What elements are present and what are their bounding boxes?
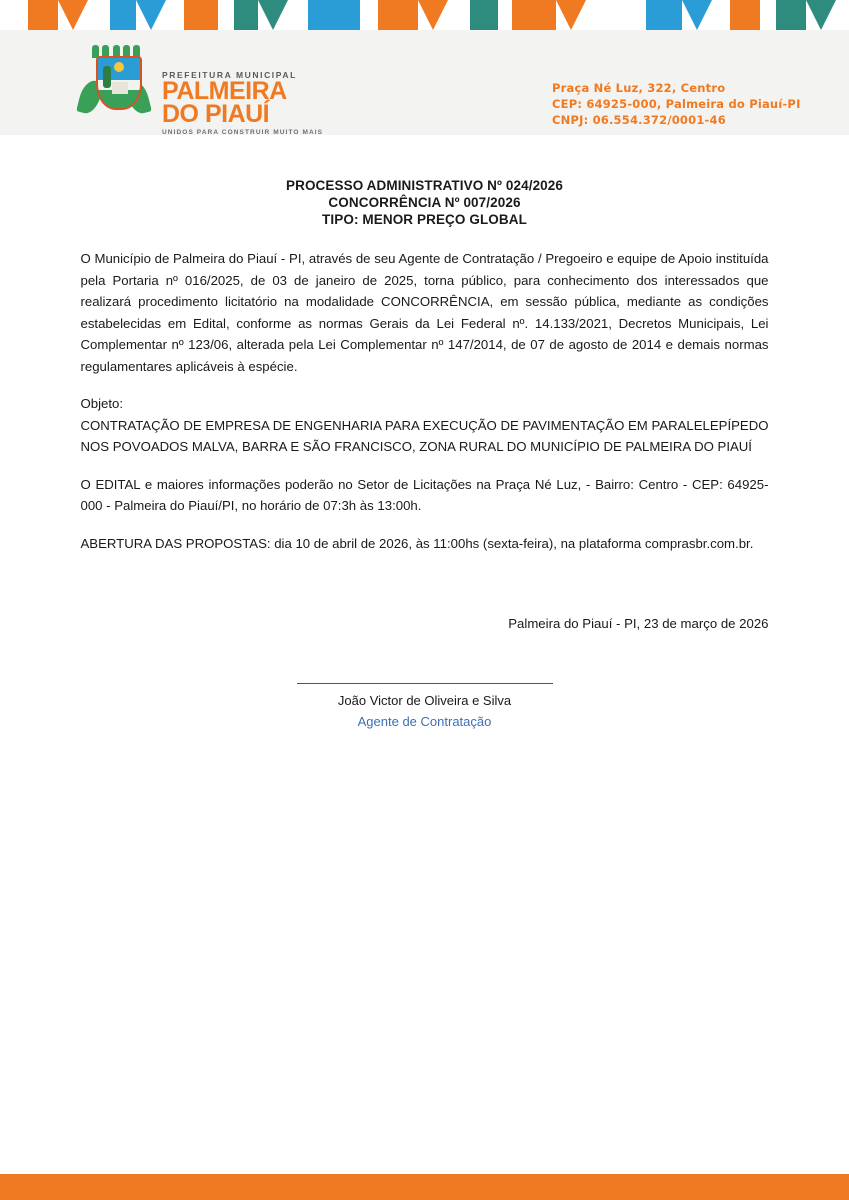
deco-cell: [166, 0, 184, 30]
wordmark-line1: PALMEIRA: [162, 77, 287, 105]
deco-triangle: [58, 0, 88, 30]
deco-cell: [512, 0, 556, 30]
deco-cell: [234, 0, 258, 30]
title-processo: PROCESSO ADMINISTRATIVO Nº 024/2026: [286, 178, 563, 193]
deco-triangle: [136, 0, 166, 30]
signature-block: [81, 683, 769, 731]
page-title: [0, 177, 849, 228]
deco-cell: [448, 0, 470, 30]
deco-triangle: [682, 0, 712, 30]
deco-cell: [498, 0, 512, 30]
deco-cell: [308, 0, 360, 30]
sun-icon: [114, 62, 124, 72]
document-body: [0, 135, 849, 731]
deco-cell: [378, 0, 418, 30]
deco-cell: [0, 0, 28, 30]
deco-triangle: [418, 0, 448, 30]
address-line-3: CNPJ: 06.554.372/0001-46: [552, 113, 726, 127]
deco-triangle: [556, 0, 586, 30]
objeto-label: Objeto:: [80, 396, 124, 411]
logo-wordmark: [162, 70, 324, 136]
coat-of-arms-icon: [78, 44, 150, 124]
footer-bar: [0, 1174, 849, 1200]
deco-cell: [730, 0, 760, 30]
wordmark-line2: DO PIAUÍ: [162, 100, 270, 128]
wordmark-tagline: UNIDOS PARA CONSTRUIR MUITO MAIS: [162, 129, 324, 136]
deco-cell: [218, 0, 234, 30]
deco-cell: [586, 0, 646, 30]
deco-cell: [712, 0, 730, 30]
church-icon: [112, 82, 128, 94]
signature-name: João Victor de Oliveira e Silva: [337, 693, 512, 708]
wordmark-prefix: PREFEITURA MUNICIPAL: [162, 70, 297, 80]
deco-cell: [184, 0, 218, 30]
paragraph-abertura: ABERTURA DAS PROPOSTAS: dia 10 de abril de 2026, às 11:00hs (sexta-feira), na plataforma comprasbr.com.br.: [80, 535, 754, 551]
deco-cell: [760, 0, 776, 30]
deco-cell: [470, 0, 498, 30]
deco-cell: [776, 0, 806, 30]
deco-triangle: [806, 0, 836, 30]
address-line-2: CEP: 64925-000, Palmeira do Piauí-PI: [552, 97, 801, 111]
deco-cell: [836, 0, 849, 30]
signature-rule: [297, 683, 553, 684]
paragraph-edital: O EDITAL e maiores informações poderão no Setor de Licitações na Praça Né Luz, - Bairro: Centro - CEP: 64925-000 - Palmeira do Piauí/PI, no horário de 07:3h às 13:00h.: [80, 476, 769, 513]
palm-tree-icon: [103, 66, 111, 88]
title-tipo: TIPO: MENOR PREÇO GLOBAL: [322, 212, 527, 227]
document-header: [0, 30, 849, 135]
deco-cell: [28, 0, 58, 30]
objeto-text: CONTRATAÇÃO DE EMPRESA DE ENGENHARIA PARA EXECUÇÃO DE PAVIMENTAÇÃO EM PARALELEPÍPEDO NOS POVOADOS MALVA, BARRA E SÃO FRANCISCO, ZONA RURAL DO MUNICÍPIO DE PALMEIRA DO PIAUÍ: [80, 417, 769, 454]
top-decorative-band: [0, 0, 849, 30]
document-date: Palmeira do Piauí - PI, 23 de março de 2026: [508, 616, 769, 631]
deco-cell: [88, 0, 110, 30]
deco-cell: [646, 0, 682, 30]
shield-icon: [96, 56, 142, 110]
paragraph-intro: O Município de Palmeira do Piauí - PI, através de seu Agente de Contratação / Pregoeiro e equipe de Apoio instituída pela Portaria nº 016/2025, de 03 de janeiro de 2025, torna público, para conhecimento dos interessados que realizará procedimento licitatório na modalidade CONCORRÊNCIA, em sessão pública, mediante as condições estabelecidas em Edital, conforme as normas Gerais da Lei Federal nº. 14.133/2021, Decretos Municipais, Lei Complementar nº 123/06, alterada pela Lei Complementar nº 147/2014, de 07 de agosto de 2014 e demais normas regulamentares aplicáveis à espécie.: [80, 251, 769, 374]
deco-row: [0, 0, 849, 30]
address-line-1: Praça Né Luz, 322, Centro: [552, 81, 726, 95]
deco-triangle: [258, 0, 288, 30]
header-address-block: [552, 80, 801, 128]
deco-cell: [288, 0, 308, 30]
signature-role: Agente de Contratação: [357, 714, 492, 729]
title-concorrencia: CONCORRÊNCIA Nº 007/2026: [328, 195, 521, 210]
deco-cell: [110, 0, 136, 30]
deco-cell: [360, 0, 378, 30]
document-content: [81, 228, 769, 554]
